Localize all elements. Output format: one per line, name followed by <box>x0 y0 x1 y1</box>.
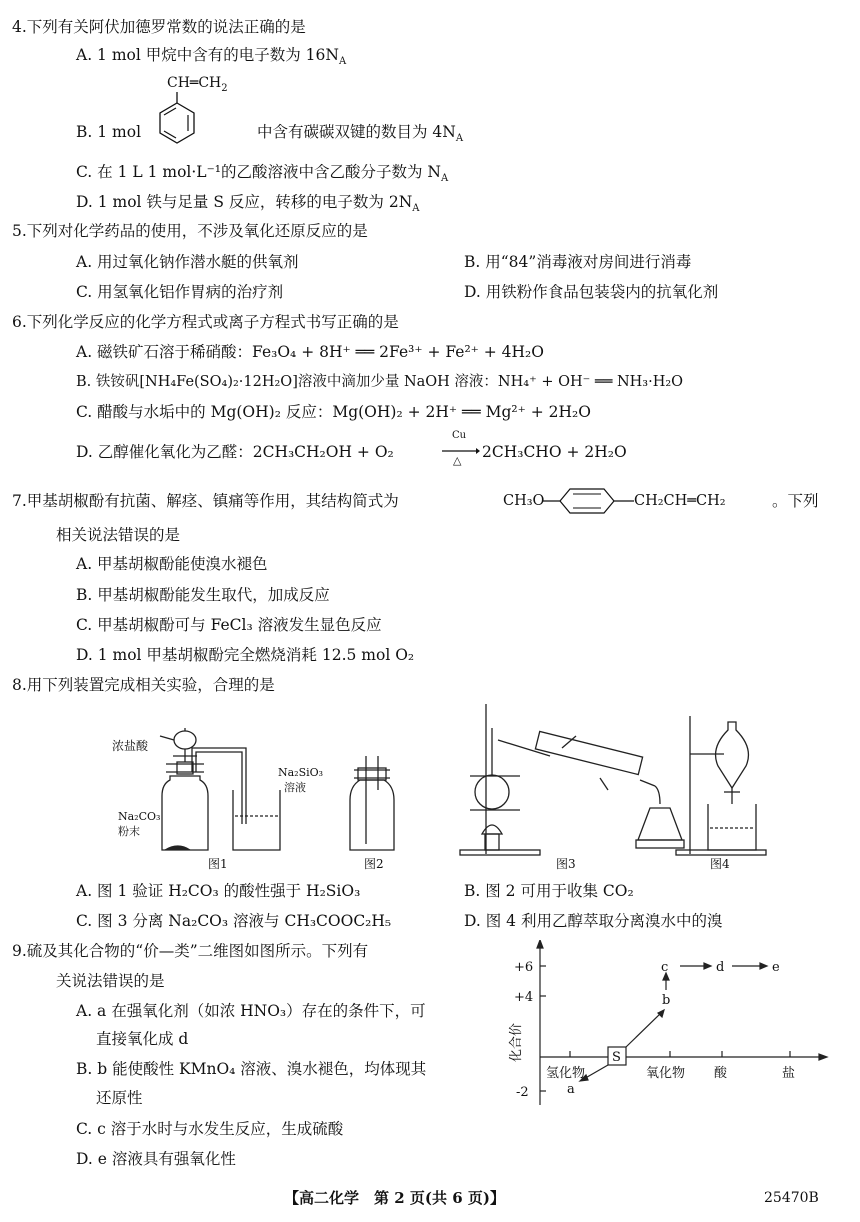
q9-stem: 9.硫及其化合物的“价—类”二维图如图所示。下列有 <box>12 942 369 960</box>
q4-stem: 4.下列有关阿伏加德罗常数的说法正确的是 <box>12 18 306 36</box>
point-b: b <box>662 993 671 1008</box>
paper-code: 25470B <box>764 1190 819 1206</box>
apparatus-figures <box>100 704 800 874</box>
fig1-label-na2sio3: Na₂SiO₃ <box>278 766 324 779</box>
point-c: c <box>661 960 669 975</box>
q7-stem-line2: 相关说法错误的是 <box>56 526 181 544</box>
fig1-label-hcl: 浓盐酸 <box>112 739 149 753</box>
q9-option-a-line1: A. a 在强氧化剂（如浓 HNO₃）存在的条件下，可 <box>76 1002 426 1020</box>
point-d: d <box>716 960 725 975</box>
q4-option-a: A. 1 mol 甲烷中含有的电子数为 $16N_A$ <box>76 46 347 68</box>
figure-1-apparatus <box>160 728 280 850</box>
styrene-ring-diagram <box>152 90 202 150</box>
q4-option-c: C. 在 1 L 1 mol·L⁻¹的乙酸溶液中含乙酸分子数为 $N_A$ <box>76 163 449 185</box>
q9-stem-line2: 关说法错误的是 <box>56 972 165 990</box>
q6-option-d-right: 2CH₃CHO + 2H₂O <box>482 443 627 461</box>
q5-option-a: A. 用过氧化钠作潜水艇的供氧剂 <box>76 253 299 271</box>
page-footer: 【高二化学 第 2 页(共 6 页)】 <box>284 1189 505 1207</box>
q6-option-a: A. 磁铁矿石溶于稀硝酸：Fe₃O₄ + 8H⁺ ══ 2Fe³⁺ + Fe²⁺ + 4H₂O <box>76 343 544 361</box>
q6-option-d-left: D. 乙醇催化氧化为乙醛：2CH₃CH₂OH + O₂ <box>76 443 394 461</box>
xtick-oxide: 氧化物 <box>646 1066 686 1081</box>
q7-option-c: C. 甲基胡椒酚可与 FeCl₃ 溶液发生显色反应 <box>76 616 382 634</box>
q5-option-c: C. 用氢氧化铝作胃病的治疗剂 <box>76 283 284 301</box>
xtick-hydride: 氢化物 <box>546 1066 586 1081</box>
fig3-caption: 图3 <box>556 857 576 871</box>
ytick-minus2: -2 <box>516 1085 529 1100</box>
fig1-label-powder: 粉末 <box>118 825 140 838</box>
q4-struct-vinyl: $CH═CH_2$ <box>167 75 228 94</box>
q9-option-d: D. e 溶液具有强氧化性 <box>76 1150 236 1168</box>
valence-class-diagram <box>500 940 840 1110</box>
q5-option-b: B. 用“84”消毒液对房间进行消毒 <box>464 253 692 271</box>
q9-option-b-line1: B. b 能使酸性 KMnO₄ 溶液、溴水褪色，均体现其 <box>76 1060 427 1078</box>
fig2-caption: 图2 <box>364 857 384 871</box>
q6-heat: △ <box>453 454 462 467</box>
fig1-label-na2co3: Na₂CO₃ <box>118 810 161 823</box>
q8-stem: 8.用下列装置完成相关实验，合理的是 <box>12 676 275 694</box>
q4-option-d: D. 1 mol 铁与足量 S 反应，转移的电子数为 $2N_A$ <box>76 193 420 215</box>
q7-option-b: B. 甲基胡椒酚能发生取代，加成反应 <box>76 586 330 604</box>
q7-struct-right: CH₂CH═CH₂ <box>634 493 726 509</box>
y-axis-label: 化合价 <box>509 1022 524 1062</box>
fig1-label-solution: 溶液 <box>284 781 306 794</box>
fig4-caption: 图4 <box>710 857 730 871</box>
q6-option-c: C. 醋酸与水垢中的 Mg(OH)₂ 反应：Mg(OH)₂ + 2H⁺ ══ Mg²⁺ + 2H₂O <box>76 403 591 421</box>
xtick-salt: 盐 <box>782 1066 796 1081</box>
q4-option-b-suffix: 中含有碳碳双键的数目为 $4N_A$ <box>257 123 464 145</box>
q8-option-c: C. 图 3 分离 Na₂CO₃ 溶液与 CH₃COOC₂H₅ <box>76 912 392 930</box>
methyl-chavicol-ring-diagram <box>542 486 642 516</box>
ytick-plus6: +6 <box>514 960 534 975</box>
q7-stem-post: 。下列 <box>772 492 819 510</box>
q9-option-b-line2: 还原性 <box>96 1089 143 1107</box>
figure-3-distillation <box>460 704 684 855</box>
point-e: e <box>772 960 780 975</box>
q5-option-d: D. 用铁粉作食品包装袋内的抗氧化剂 <box>464 283 719 301</box>
point-S: S <box>612 1050 621 1065</box>
q9-option-c: C. c 溶于水时与水发生反应，生成硫酸 <box>76 1120 344 1138</box>
figure-2-gas-bottle <box>350 756 394 850</box>
q6-stem: 6.下列化学反应的化学方程式或离子方程式书写正确的是 <box>12 313 399 331</box>
figure-4-separatory-funnel <box>676 716 766 855</box>
ytick-plus4: +4 <box>514 990 534 1005</box>
q6-option-b: B. 铁铵矾[NH₄Fe(SO₄)₂·12H₂O]溶液中滴加少量 NaOH 溶液：NH₄⁺ + OH⁻ ══ NH₃·H₂O <box>76 374 684 390</box>
q7-struct-left: CH₃O <box>503 493 545 509</box>
q8-option-a: A. 图 1 验证 H₂CO₃ 的酸性强于 H₂SiO₃ <box>76 882 361 900</box>
q6-catalyst: Cu <box>452 430 467 441</box>
q9-option-a-line2: 直接氧化成 d <box>96 1030 189 1048</box>
q7-option-d: D. 1 mol 甲基胡椒酚完全燃烧消耗 12.5 mol O₂ <box>76 646 415 664</box>
q4-option-b-prefix: B. 1 mol <box>76 123 142 141</box>
point-a: a <box>567 1082 575 1097</box>
q7-stem: 7.甲基胡椒酚有抗菌、解痉、镇痛等作用，其结构简式为 <box>12 492 399 510</box>
fig1-caption: 图1 <box>208 857 228 871</box>
xtick-acid: 酸 <box>714 1066 728 1081</box>
q8-option-d: D. 图 4 利用乙醇萃取分离溴水中的溴 <box>464 912 723 930</box>
q5-stem: 5.下列对化学药品的使用，不涉及氧化还原反应的是 <box>12 222 368 240</box>
q7-option-a: A. 甲基胡椒酚能使溴水褪色 <box>76 555 268 573</box>
q8-option-b: B. 图 2 可用于收集 CO₂ <box>464 882 634 900</box>
